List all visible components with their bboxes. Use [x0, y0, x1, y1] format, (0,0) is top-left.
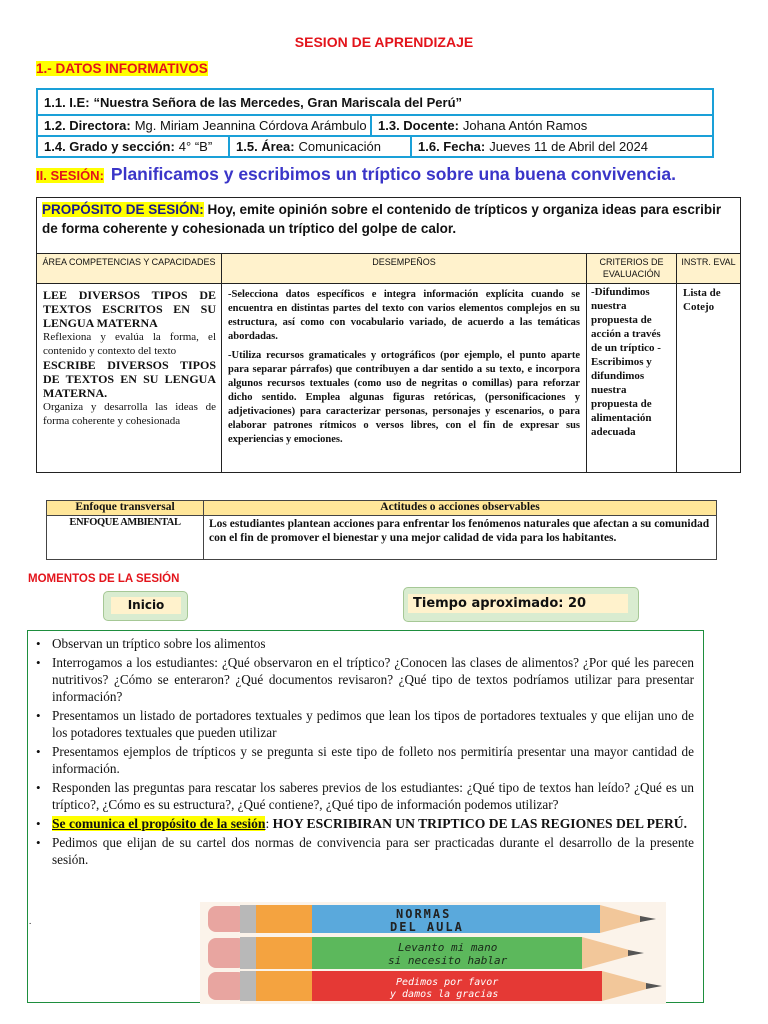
momentos-heading: MOMENTOS DE LA SESIÓN	[28, 573, 180, 585]
desempeno-escribe: -Utiliza recursos gramaticales y ortográficos (por ejemplo, el punto aparte para separar párrafos) que contribuyen a dar sentido a su texto, e incorpora algunos recursos textuales (como uso de negritas o comillas) para reforzar dicho sentido. Emplea algunas figuras retóricas, (personificaciones y adjetivaciones) para caracterizar personas, personajes y escenarios, o para elaborar patrones rítmicos o versos libres, con el fin de expresar sus experiencias y emociones.	[228, 350, 580, 445]
normas-rule-2a: Pedimos por favor	[396, 977, 499, 988]
competencia-lee: LEE DIVERSOS TIPOS DE TEXTOS ESCRITOS EN SU LENGUA MATERNA	[43, 288, 216, 330]
normas-rule-1b: si necesito hablar	[388, 954, 508, 967]
docente-value: Johana Antón Ramos	[462, 118, 588, 133]
enfoque-header	[47, 501, 716, 516]
desempenos-cell	[221, 284, 586, 472]
instrumento-cell: Lista de Cotejo	[676, 284, 740, 472]
competencias-cell	[37, 284, 221, 472]
area-label: 1.5. Área:	[236, 139, 295, 154]
activity-item: • Observan un tríptico sobre los alimentos	[36, 635, 694, 652]
fecha-value: Jueves 11 de Abril del 2024	[489, 139, 648, 154]
desempeno-lee: -Selecciona datos específicos e integra información explícita cuando se encuentra en distintas partes del texto con varios elementos complejos en su estructura, así como con vocabulario variado, de acuerdo a las temáticas abordadas.	[228, 289, 580, 342]
directora-cell	[38, 116, 370, 135]
datos-row-grado	[38, 135, 712, 156]
normas-pencils-image	[200, 902, 666, 1004]
activity-item: • Responden las preguntas para rescatar los saberes previos de los estudiantes: ¿Qué tipo de textos han leído? ¿Qué es un tríptico?, ¿Cómo es su estructura?, ¿Qué contiene?, ¿Qué tipo de información podemos utilizar?	[36, 779, 694, 813]
capacidad-escribe: Organiza y desarrolla las ideas de forma coherente y cohesionada	[43, 401, 216, 427]
tiempo-label: Tiempo aproximado: 20	[408, 594, 628, 613]
grado-label: 1.4. Grado y sección:	[44, 139, 175, 154]
document-title: SESION DE APRENDIZAJE	[294, 34, 474, 50]
header-desempenos: DESEMPEÑOS	[221, 254, 586, 283]
activities-list	[28, 631, 703, 868]
enfoque-name: ENFOQUE AMBIENTAL	[69, 517, 181, 528]
datos-row-ie	[38, 90, 712, 114]
docente-cell	[370, 116, 712, 135]
grado-cell	[38, 137, 228, 156]
enfoque-header-2: Actitudes o acciones observables	[203, 501, 716, 515]
proposito-sep: :	[265, 816, 273, 831]
enfoque-header-1: Enfoque transversal	[75, 501, 175, 513]
capacidad-lee: Reflexiona y evalúa la forma, el contenido y contexto del texto	[43, 331, 216, 357]
activity-item: • Presentamos un listado de portadores textuales y pedimos que lean los tipos de portadores textuales y que elijan uno de los potadores textuales que pueden utilizar	[36, 707, 694, 741]
inicio-label: Inicio	[111, 597, 181, 614]
docente-label: 1.3. Docente:	[378, 118, 459, 133]
session-table	[36, 197, 741, 473]
enfoque-table	[46, 500, 717, 560]
session-table-header	[37, 254, 740, 284]
purpose-row	[37, 198, 740, 254]
session-table-body	[37, 284, 740, 472]
activity-item: • Presentamos ejemplos de trípticos y se pregunta si este tipo de folleto nos permitiría presentar una mayor cantidad de información.	[36, 743, 694, 777]
area-cell	[228, 137, 410, 156]
area-value: Comunicación	[298, 139, 381, 154]
session-title: Planificamos y escribimos un tríptico sobre una buena convivencia.	[110, 164, 676, 184]
datos-row-staff	[38, 114, 712, 135]
activity-item-proposito	[36, 815, 694, 832]
activity-item: • Interrogamos a los estudiantes: ¿Qué observaron en el tríptico? ¿Conocen las clases de alimentos? ¿Por qué les parecen nutritivos? ¿Cómo se enteraron? ¿Qué documentos revisaron? ¿Qué tipo de textos podríamos utilizar para presentar información?	[36, 654, 694, 705]
proposito-text: HOY ESCRIBIRAN UN TRIPTICO DE LAS REGIONES DEL PERÚ.	[272, 816, 687, 831]
stray-dot: .	[29, 916, 32, 926]
activity-item: • Pedimos que elijan de su cartel dos normas de convivencia para ser practicadas durante el desarrollo de la presente sesión.	[36, 834, 694, 868]
datos-table	[36, 88, 714, 158]
grado-value: 4° “B”	[178, 139, 213, 154]
normas-rule-1a: Levanto mi mano	[398, 941, 498, 954]
session-label: II. SESIÓN:	[36, 168, 104, 183]
normas-rule-2b: y damos la gracias	[390, 989, 499, 1000]
directora-label: 1.2. Directora:	[44, 118, 131, 133]
enfoque-text: Los estudiantes plantean acciones para enfrentar los fenómenos naturales que afectan a su comunidad con el fin de promover el bienestar y una mejor calidad de vida para los habitantes.	[203, 516, 716, 559]
ie-value: “Nuestra Señora de las Mercedes, Gran Mariscala del Perú”	[93, 94, 463, 110]
proposito-key: Se comunica el propósito de la sesión	[52, 816, 266, 831]
criterios-cell: -Difundimos nuestra propuesta de acción a través de un tríptico -Escribimos y difundimos nuestra propuesta de alimentación adecuada	[586, 284, 676, 472]
normas-line-2: DEL AULA	[390, 920, 464, 934]
ie-cell	[38, 90, 712, 114]
competencia-escribe: ESCRIBE DIVERSOS TIPOS DE TEXTOS EN SU LENGUA MATERNA.	[43, 358, 216, 400]
ie-label: 1.1. I.E:	[44, 94, 90, 110]
enfoque-body	[47, 516, 716, 559]
datos-heading-text: 1.- DATOS INFORMATIVOS	[36, 61, 208, 76]
header-area: ÁREA COMPETENCIAS Y CAPACIDADES	[42, 257, 216, 267]
session-heading	[36, 164, 676, 185]
purpose-text: Hoy, emite opinión sobre el contenido de trípticos y organiza ideas para escribir de forma coherente y cohesionada un tríptico del golpe de calor.	[42, 202, 722, 236]
directora-value: Mg. Miriam Jeannina Córdova Arámbulo	[134, 118, 367, 133]
normas-line-1: NORMAS	[396, 907, 452, 921]
fecha-label: 1.6. Fecha:	[418, 139, 486, 154]
purpose-label: PROPÓSITO DE SESIÓN:	[42, 202, 204, 217]
header-criterios: CRITERIOS DE EVALUACIÓN	[586, 254, 676, 283]
header-instrumento: INSTR. EVAL	[676, 254, 740, 283]
fecha-cell	[410, 137, 712, 156]
section-datos-heading	[36, 61, 208, 76]
